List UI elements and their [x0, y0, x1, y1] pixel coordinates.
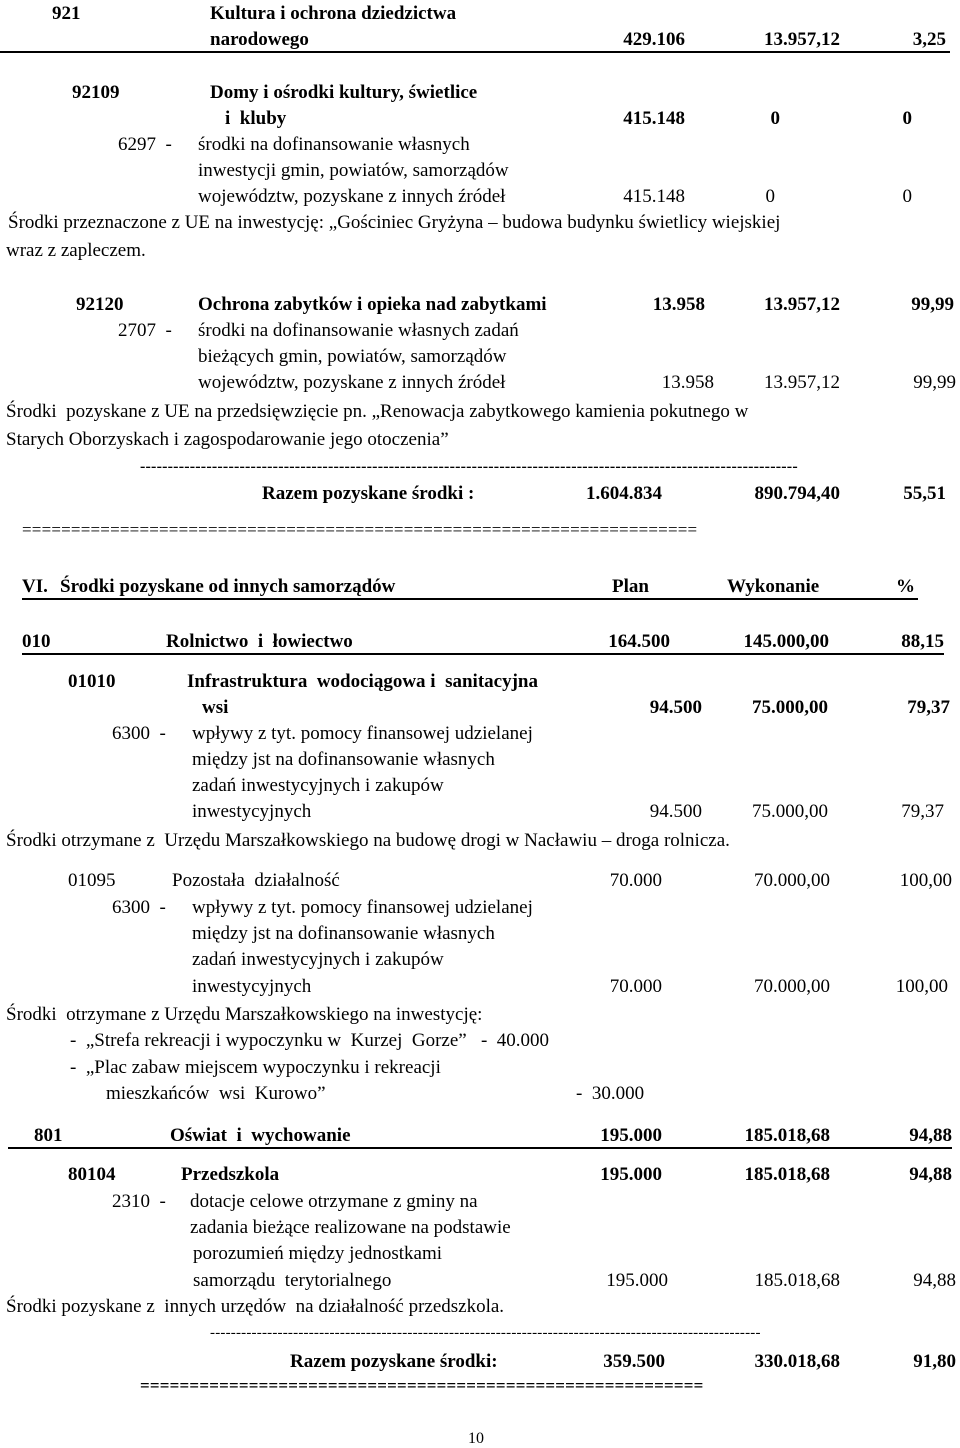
percent-value: 79,37	[901, 801, 944, 822]
paragraph-desc: dotacje celowe otrzymane z gminy na	[190, 1191, 478, 1212]
chapter-name: Infrastruktura wodociągowa i sanitacyjna	[187, 671, 538, 692]
section-code: 010	[22, 631, 51, 652]
percent-value: 99,99	[913, 372, 956, 393]
percent-value: 0	[902, 186, 912, 207]
execution-value: 13.957,12	[764, 372, 840, 393]
paragraph-desc: inwestycyjnych	[192, 801, 312, 822]
paragraph-desc: zadań inwestycyjnych i zakupów	[192, 949, 444, 970]
paragraph-desc: województw, pozyskane z innych źródeł	[198, 186, 506, 207]
plan-value: 70.000	[609, 870, 662, 891]
note-text: Środki pozyskane z UE na przedsięwzięcie pn. „Renowacja zabytkowego kamienia pokutnego w	[6, 401, 749, 422]
double-separator: =========================================================	[140, 1376, 704, 1395]
paragraph-code: 6297 -	[118, 134, 172, 155]
percent-value: 0	[902, 108, 912, 129]
execution-value: 185.018,68	[744, 1164, 830, 1185]
paragraph-desc: środki na dofinansowanie własnych	[198, 134, 470, 155]
chapter-name: Przedszkola	[181, 1164, 280, 1185]
dashed-separator: ----------------------------------------------------------------------------------------------------------	[210, 1325, 761, 1341]
plan-value: 13.958	[652, 294, 705, 315]
plan-value: 195.000	[600, 1164, 662, 1185]
total-percent: 55,51	[903, 483, 946, 504]
chapter-name: Ochrona zabytków i opieka nad zabytkami	[198, 294, 547, 315]
plan-value: 94.500	[649, 801, 702, 822]
chapter-name: Domy i ośrodki kultury, świetlice	[210, 82, 478, 103]
note-list-item: - „Plac zabaw miejscem wypoczynku i rekreacji	[70, 1057, 441, 1078]
paragraph-desc: inwestycyjnych	[192, 976, 312, 997]
column-header-plan: Plan	[612, 576, 649, 597]
execution-value: 13.957,12	[764, 294, 840, 315]
section-name: Rolnictwo i łowiectwo	[166, 631, 353, 652]
percent-value: 94,88	[909, 1125, 952, 1146]
execution-value: 75.000,00	[752, 801, 828, 822]
page-number: 10	[468, 1430, 484, 1447]
plan-value: 164.500	[608, 631, 670, 652]
section-title: Środki pozyskane od innych samorządów	[60, 576, 396, 597]
section-name: Oświat i wychowanie	[170, 1125, 351, 1146]
paragraph-code: 6300 -	[112, 897, 166, 918]
note-list-value: - 30.000	[576, 1083, 645, 1104]
plan-value: 415.148	[623, 108, 685, 129]
total-execution: 330.018,68	[754, 1351, 840, 1372]
total-plan: 1.604.834	[586, 483, 662, 504]
paragraph-desc: środki na dofinansowanie własnych zadań	[198, 320, 519, 341]
execution-value: 70.000,00	[754, 870, 830, 891]
column-header-percent: %	[896, 576, 915, 597]
paragraph-desc: między jst na dofinansowanie własnych	[192, 923, 495, 944]
plan-value: 195.000	[606, 1270, 668, 1291]
section-code: 801	[34, 1125, 63, 1146]
note-list-item: - „Strefa rekreacji i wypoczynku w Kurzej Gorze” - 40.000	[70, 1030, 550, 1051]
paragraph-desc: zadania bieżące realizowane na podstawie	[190, 1217, 511, 1238]
dashed-separator: -----------------------------------------------------------------------------------------------------------------------	[140, 458, 798, 475]
execution-value: 70.000,00	[754, 976, 830, 997]
percent-value: 100,00	[895, 976, 948, 997]
section-number: VI.	[22, 576, 48, 597]
paragraph-desc: bieżących gmin, powiatów, samorządów	[198, 346, 507, 367]
paragraph-code: 6300 -	[112, 723, 166, 744]
plan-value: 195.000	[600, 1125, 662, 1146]
execution-value: 75.000,00	[752, 697, 828, 718]
chapter-code: 01095	[68, 870, 116, 891]
header-underline	[22, 598, 918, 600]
section-underline	[8, 1147, 952, 1149]
paragraph-desc: województw, pozyskane z innych źródeł	[198, 372, 506, 393]
percent-value: 99,99	[911, 294, 954, 315]
column-header-execution: Wykonanie	[727, 576, 820, 597]
percent-value: 94,88	[909, 1164, 952, 1185]
percent-value: 88,15	[901, 631, 944, 652]
note-text: Środki pozyskane z innych urzędów na działalność przedszkola.	[6, 1296, 505, 1317]
chapter-name-cont: wsi	[202, 697, 229, 718]
paragraph-desc: samorządu terytorialnego	[193, 1270, 392, 1291]
chapter-code: 92120	[76, 294, 124, 315]
execution-value: 13.957,12	[764, 29, 840, 50]
chapter-name: Pozostała działalność	[172, 870, 340, 891]
total-percent: 91,80	[913, 1351, 956, 1372]
paragraph-desc: inwestycji gmin, powiatów, samorządów	[198, 160, 509, 181]
note-text: wraz z zapleczem.	[6, 240, 146, 261]
plan-value: 415.148	[623, 186, 685, 207]
note-text: Środki otrzymane z Urzędu Marszałkowskiego na inwestycję:	[6, 1004, 483, 1025]
section-underline	[22, 653, 944, 655]
chapter-code: 80104	[68, 1164, 116, 1185]
note-text: Środki otrzymane z Urzędu Marszałkowskiego na budowę drogi w Nacławiu – droga rolnicza.	[6, 830, 730, 851]
percent-value: 3,25	[912, 29, 946, 50]
double-separator: =====================================================================	[22, 520, 698, 539]
total-execution: 890.794,40	[754, 483, 840, 504]
paragraph-desc: wpływy z tyt. pomocy finansowej udzielanej	[192, 723, 533, 744]
execution-value: 185.018,68	[744, 1125, 830, 1146]
section-name: Kultura i ochrona dziedzictwa	[210, 3, 457, 24]
chapter-code: 01010	[68, 671, 116, 692]
total-label: Razem pozyskane środki:	[290, 1351, 498, 1372]
percent-value: 100,00	[899, 870, 952, 891]
plan-value: 94.500	[649, 697, 702, 718]
paragraph-desc: zadań inwestycyjnych i zakupów	[192, 775, 444, 796]
plan-value: 13.958	[661, 372, 714, 393]
execution-value: 0	[770, 108, 780, 129]
plan-value: 70.000	[609, 976, 662, 997]
execution-value: 145.000,00	[743, 631, 829, 652]
total-label: Razem pozyskane środki :	[262, 483, 475, 504]
section-underline	[0, 51, 950, 53]
execution-value: 0	[765, 186, 775, 207]
percent-value: 79,37	[907, 697, 950, 718]
chapter-name-cont: i kluby	[225, 108, 287, 129]
plan-value: 429.106	[623, 29, 685, 50]
paragraph-code: 2310 -	[112, 1191, 166, 1212]
percent-value: 94,88	[913, 1270, 956, 1291]
section-name-cont: narodowego	[210, 29, 309, 50]
paragraph-desc: wpływy z tyt. pomocy finansowej udzielanej	[192, 897, 533, 918]
note-text: Środki przeznaczone z UE na inwestycję: „Gościniec Gryżyna – budowa budynku świetlicy wiejskiej	[8, 212, 781, 233]
paragraph-desc: między jst na dofinansowanie własnych	[192, 749, 495, 770]
paragraph-desc: porozumień między jednostkami	[193, 1243, 443, 1264]
note-text: Starych Oborzyskach i zagospodarowanie jego otoczenia”	[6, 429, 449, 450]
section-code: 921	[52, 3, 81, 24]
execution-value: 185.018,68	[754, 1270, 840, 1291]
note-list-item-cont: mieszkańców wsi Kurowo”	[106, 1083, 326, 1104]
paragraph-code: 2707 -	[118, 320, 172, 341]
chapter-code: 92109	[72, 82, 120, 103]
total-plan: 359.500	[603, 1351, 665, 1372]
